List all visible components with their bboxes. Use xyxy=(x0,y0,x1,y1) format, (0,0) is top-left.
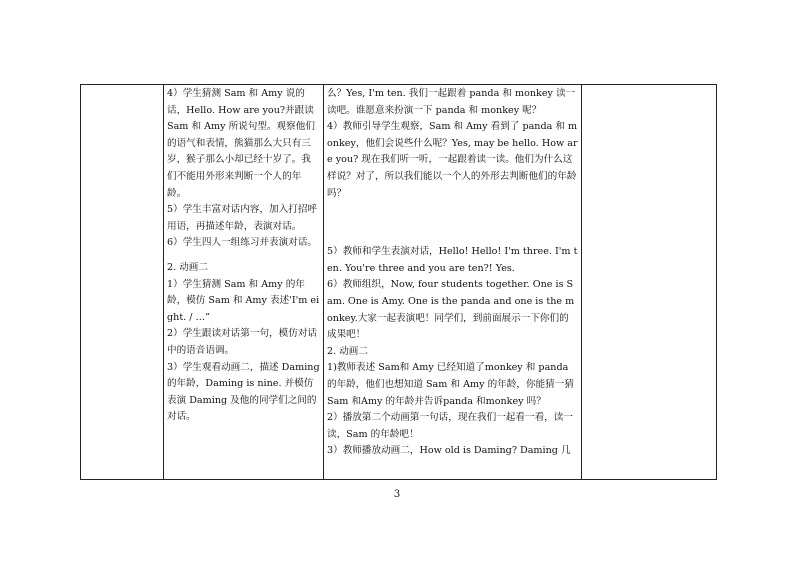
student-step-4: 4）学生猜测 Sam 和 Amy 说的话，Hello. How are you?并跟读 Sam 和 Amy 所说句型。观察他们的语气和表情，熊猫那么大只有三岁，猴子那么小却已经十岁了。我们不能用外形来判断一个人的年龄。 xyxy=(167,88,315,199)
spacer xyxy=(327,202,578,244)
teacher-section-heading: 2. 动画二 xyxy=(327,345,368,357)
teacher-step-1: 1)教师表述 Sam和 Amy 已经知道了monkey 和 panda 的年龄，他们也想知道 Sam 和 Amy 的年龄，你能猜一猜Sam 和Amy 的年龄并告诉panda 和monkey 吗？ xyxy=(327,362,574,407)
notes-column-cell xyxy=(582,85,717,480)
teacher-step-6: 6）教师组织，Now, four students together. One is Sam. One is Amy. One is the panda and one is the monkey.大家一起表演吧！同学们，到前面展示一下你们的成果吧！ xyxy=(327,279,575,341)
student-step-2: 2）学生跟读对话第一句，模仿对话中的语音语调。 xyxy=(167,328,318,356)
page-number: 3 xyxy=(393,489,401,500)
student-step-1: 1）学生猜测 Sam 和 Amy 的年龄，模仿 Sam 和 Amy 表述'I'm eight. / …” xyxy=(167,278,320,323)
teacher-step-2: 2）播放第二个动画第一句话，现在我们一起看一看，读一读，Sam 的年龄吧！ xyxy=(327,412,573,440)
student-step-6: 6）学生四人一组练习并表演对话。 xyxy=(167,237,318,249)
student-step-3: 3）学生观看动画二，描述 Daming 的年龄，Daming is nine. 并模仿表演 Daming 及他的同学们之间的对话。 xyxy=(167,361,320,423)
step-column-cell xyxy=(81,85,164,480)
student-section-heading: 2. 动画二 xyxy=(167,261,208,273)
student-activity-cell xyxy=(164,85,324,480)
teacher-activity-cell xyxy=(324,85,582,480)
teacher-step-4: 4）教师引导学生观察，Sam 和 Amy 看到了 panda 和 monkey，他们会说些什么呢？Yes, may be hello. How are you? 现在我们听一听，一起跟着读一读。他们为什么这样说？对了，所以我们能以一个人的外形去判断他们的年龄吗？ xyxy=(327,121,578,199)
teacher-step-5: 5）教师和学生表演对话，Hello! Hello! I'm three. I'm ten. You're three and you are ten?! Yes. xyxy=(327,246,578,274)
student-step-5: 5）学生丰富对话内容，加入打招呼用语，再描述年龄，表演对话。 xyxy=(167,204,318,232)
teacher-step-3: 3）教师播放动画二，How old is Daming? Daming 几 xyxy=(327,445,571,457)
lesson-plan-table xyxy=(80,84,717,480)
spacer xyxy=(167,252,320,260)
teacher-continued-text: 么？Yes, I'm ten. 我们一起跟着 panda 和 monkey 读一读吧。谁愿意来扮演一下 panda 和 monkey 呢？ xyxy=(327,88,576,116)
